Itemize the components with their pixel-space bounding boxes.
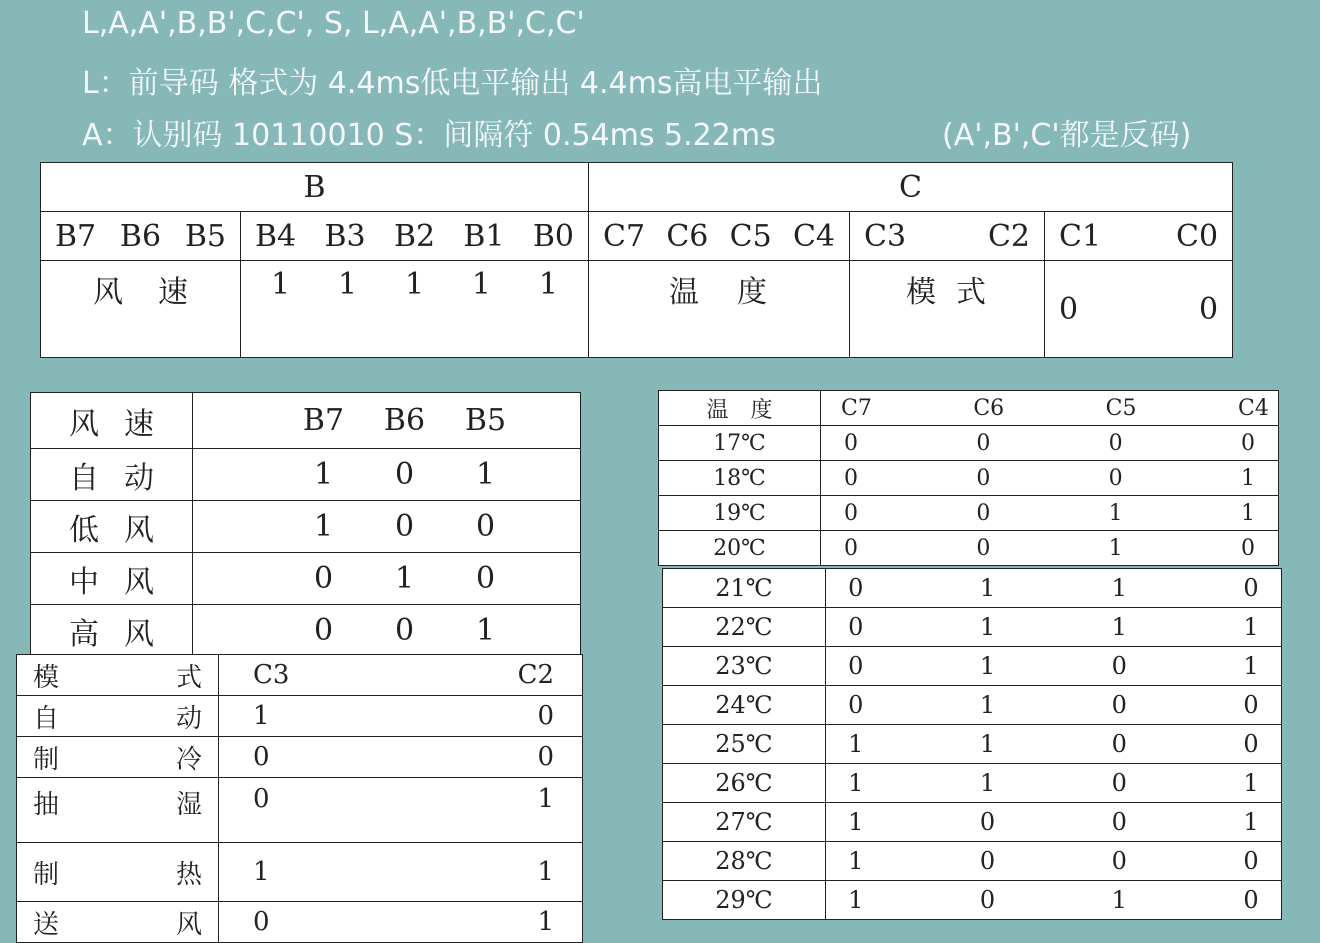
table-row: 21℃ 0 1 1 0 [663,569,1282,608]
table-row: 自 动 1 0 [17,696,583,737]
table-row: 29℃ 1 0 1 0 [663,881,1282,920]
table-row: 26℃ 1 1 0 1 [663,764,1282,803]
table-row [31,393,581,449]
table-row: 22℃ 0 1 1 1 [663,608,1282,647]
encoding-table [40,162,1233,358]
fan-head-label: 风 速 [31,393,193,449]
temperature-table-lower [662,568,1282,920]
fixed-ones-cell: 1 1 1 1 1 [241,261,589,358]
table-row: 抽 湿 0 1 [17,778,583,843]
fixed-zeros-cell: 0 0 [1045,261,1233,358]
bits-c1-c0: C1 C0 [1045,212,1233,261]
table-row: 27℃ 1 0 0 1 [663,803,1282,842]
table-row [41,163,1233,212]
id-code-line: A：认别码 10110010 S：间隔符 0.54ms 5.22ms [82,118,776,153]
table-row: 送 风 0 1 [17,902,583,943]
table-row [41,261,1233,358]
table-row: 制 冷 0 0 [17,737,583,778]
fan-speed-cell: 风 速 [41,261,241,358]
table-row: 模 式 C3 C2 [17,655,583,696]
table-row: 20℃ 0 0 1 0 [659,531,1279,566]
bits-b7-b5: B7 B6 B5 [41,212,241,261]
table-row: 19℃ 0 0 1 1 [659,496,1279,531]
table-row [41,212,1233,261]
bits-c7-c4: C7 C6 C5 C4 [589,212,850,261]
group-c-header: C [589,163,1233,212]
table-row: 24℃ 0 1 0 0 [663,686,1282,725]
frame-sequence-line: L,A,A',B,B',C,C', S, L,A,A',B,B',C,C' [82,6,585,41]
table-row: 自 动 1 0 1 [31,449,581,501]
table-row: 制 热 1 1 [17,843,583,902]
fan-head-bits: B7 B6 B5 [193,393,581,449]
table-row: 温 度 C7 C6 C5 C4 [659,391,1279,426]
table-row: 23℃ 0 1 0 1 [663,647,1282,686]
table-row: 18℃ 0 0 0 1 [659,461,1279,496]
table-row: 17℃ 0 0 0 0 [659,426,1279,461]
bits-c3-c2: C3 C2 [850,212,1045,261]
table-row: 28℃ 1 0 0 0 [663,842,1282,881]
table-row: 低 风 1 0 0 [31,501,581,553]
table-row: 高 风 0 0 1 [31,605,581,657]
bits-b4-b0: B4 B3 B2 B1 B0 [241,212,589,261]
group-b-header: B [41,163,589,212]
mode-table [16,654,583,943]
inverse-code-note: (A',B',C'都是反码) [942,118,1192,153]
temperature-table-upper [658,390,1279,566]
fan-speed-table [30,392,581,657]
table-row: 中 风 0 1 0 [31,553,581,605]
table-row: 25℃ 1 1 0 0 [663,725,1282,764]
lead-code-line: L：前导码 格式为 4.4ms低电平输出 4.4ms高电平输出 [82,66,823,101]
mode-cell: 模 式 [850,261,1045,358]
temperature-cell: 温 度 [589,261,850,358]
